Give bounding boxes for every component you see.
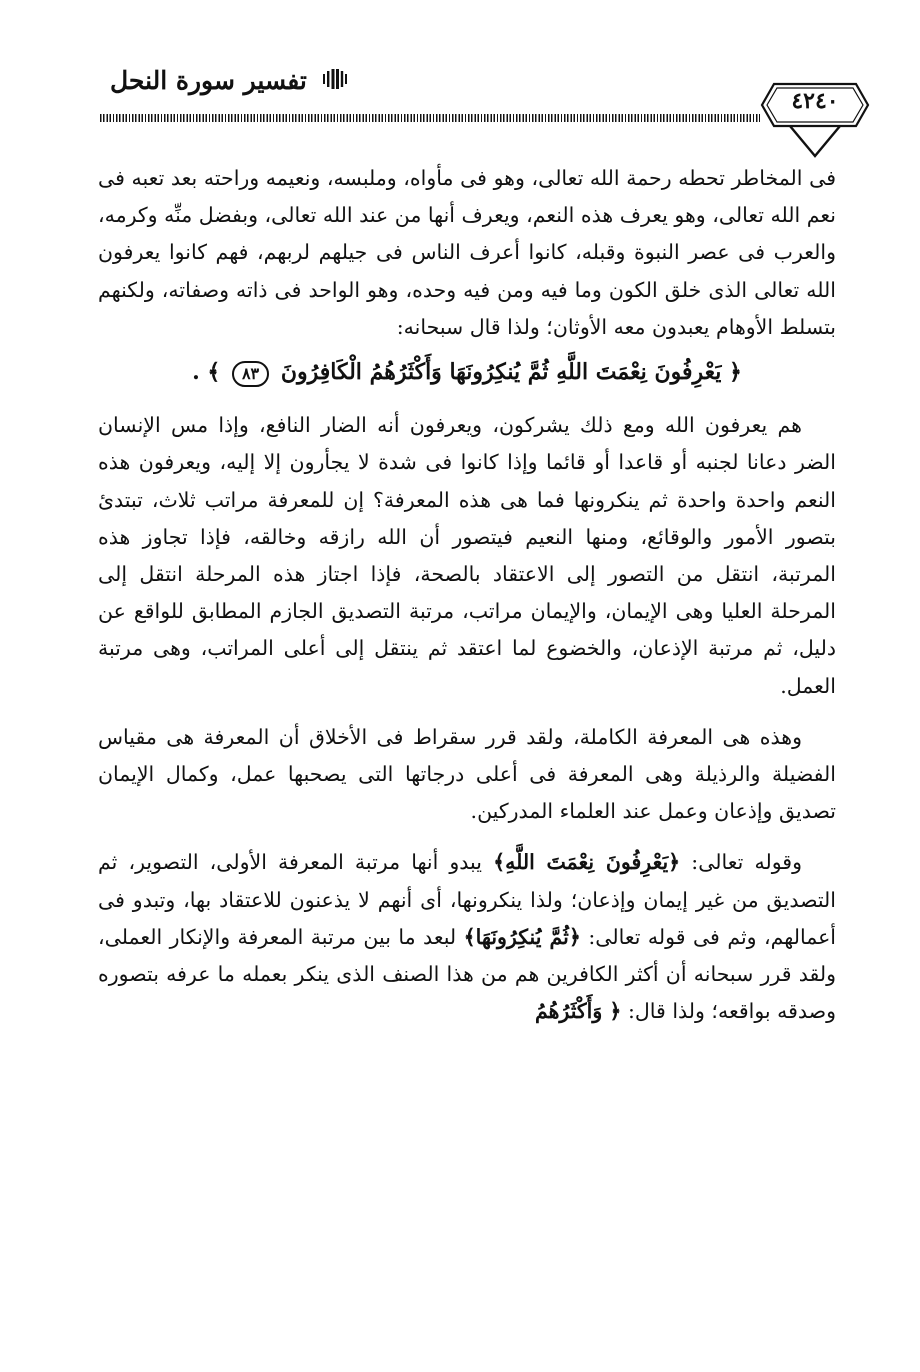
quran-quote: ﴿ وَأَكْثَرُهُمُ (534, 999, 622, 1024)
quran-quote: ﴿يَعْرِفُونَ نِعْمَتَ اللَّهِ﴾ (493, 850, 681, 875)
running-title: تفسير سورة النحل (110, 66, 307, 95)
quran-quote: ﴿ثُمَّ يُنكِرُونَهَا﴾ (463, 924, 581, 949)
page-number: ٤٢٤٠ (791, 88, 839, 114)
verse-number: ٨٣ (232, 361, 269, 387)
verse-text: ﴿ يَعْرِفُونَ نِعْمَتَ اللَّهِ ثُمَّ يُنكِرُونَهَا وَأَكْثَرُهُمُ الْكَافِرُونَ (280, 359, 742, 386)
paragraph-4-text-a: وقوله تعالى: (680, 850, 803, 875)
paragraph-3: وهذه هى المعرفة الكاملة، ولقد قرر سقراط فى الأخلاق أن المعرفة هى مقياس الفضيلة والرذيلة وهى المعرفة فى أعلى درجاتها التى يصحبها عمل، وكمال الإيمان تصديق وإذعان وعمل عند العلماء المدركين. (98, 724, 836, 824)
body-text (98, 160, 836, 1030)
page-number-badge-icon (760, 72, 870, 168)
ornament-icon (322, 68, 348, 90)
paragraph-4-text-b: يبدو أنها مرتبة المعرفة الأولى، التصوير، ثم التصديق من غير إيمان وإذعان؛ ولذا ينكرونها، أى أنهم لا يذعنون للاعتقاد بها، وتبدو فى أعمالهم، وثم فى قوله تعالى: (98, 850, 837, 949)
paragraph-4 (98, 844, 836, 1030)
header-rule (100, 114, 760, 122)
paragraph-4-text-c: لبعد ما بين مرتبة المعرفة والإنكار العملى، ولقد قرر سبحانه أن أكثر الكافرين هم من هذا الصنف الذى ينكر بعمله ما عرفه بتصوره وصدقه بواقعه؛ ولذا قال: (98, 924, 836, 1024)
paragraph-1: فى المخاطر تحطه رحمة الله تعالى، وهو فى مأواه، وملبسه، ونعيمه وراحته بعد تعبه فى نعم الله تعالى، وهو يعرف هذه النعم، ويعرف أنها من عند الله تعالى، وبفضل منِّه وكرمه، والعرب فى عصر النبوة وقبله، كانوا أعرف الناس فى جيلهم لربهم، فهم كانوا يعرفون الله تعالى الذى خلق الكون وما فيه ومن فيه وحده، وهو الواحد فى ذاته وصفاته، ولكنهم بتسلط الأوهام يعبدون معه الأوثان؛ ولذا قال سبحانه: (98, 166, 836, 339)
paragraph-2: هم يعرفون الله ومع ذلك يشركون، ويعرفون أنه الضار النافع، وإذا مس الإنسان الضر دعانا لجنبه أو قاعدا أو قائما وإذا كانوا فى شدة لا يجأرون إلا إليه، ويعرفون هذه النعم واحدة واحدة ثم ينكرونها فما هى هذه المعرفة؟ إن للمعرفة مراتب ثلاث، تبتدئ بتصور الأمور والوقائع، ومنها النعيم فيتصور أن الله رازقه وخالقه، فإذا تجاوز هذه المرتبة، انتقل من التصور إلى الاعتقاد بالصحة، فإذا اجتاز هذه المرحلة انتقل إلى المرحلة العليا وهى الإيمان، والإيمان مراتب، مرتبة التصديق الجازم المطابق للواقع عن دليل، ثم مرتبة الإذعان، والخضوع لما اعتقد ثم ينتقل إلى أعلى المراتب، وهى مرتبة العمل. (98, 413, 836, 698)
quran-verse (98, 346, 836, 407)
verse-close: ﴾ . (192, 359, 221, 386)
